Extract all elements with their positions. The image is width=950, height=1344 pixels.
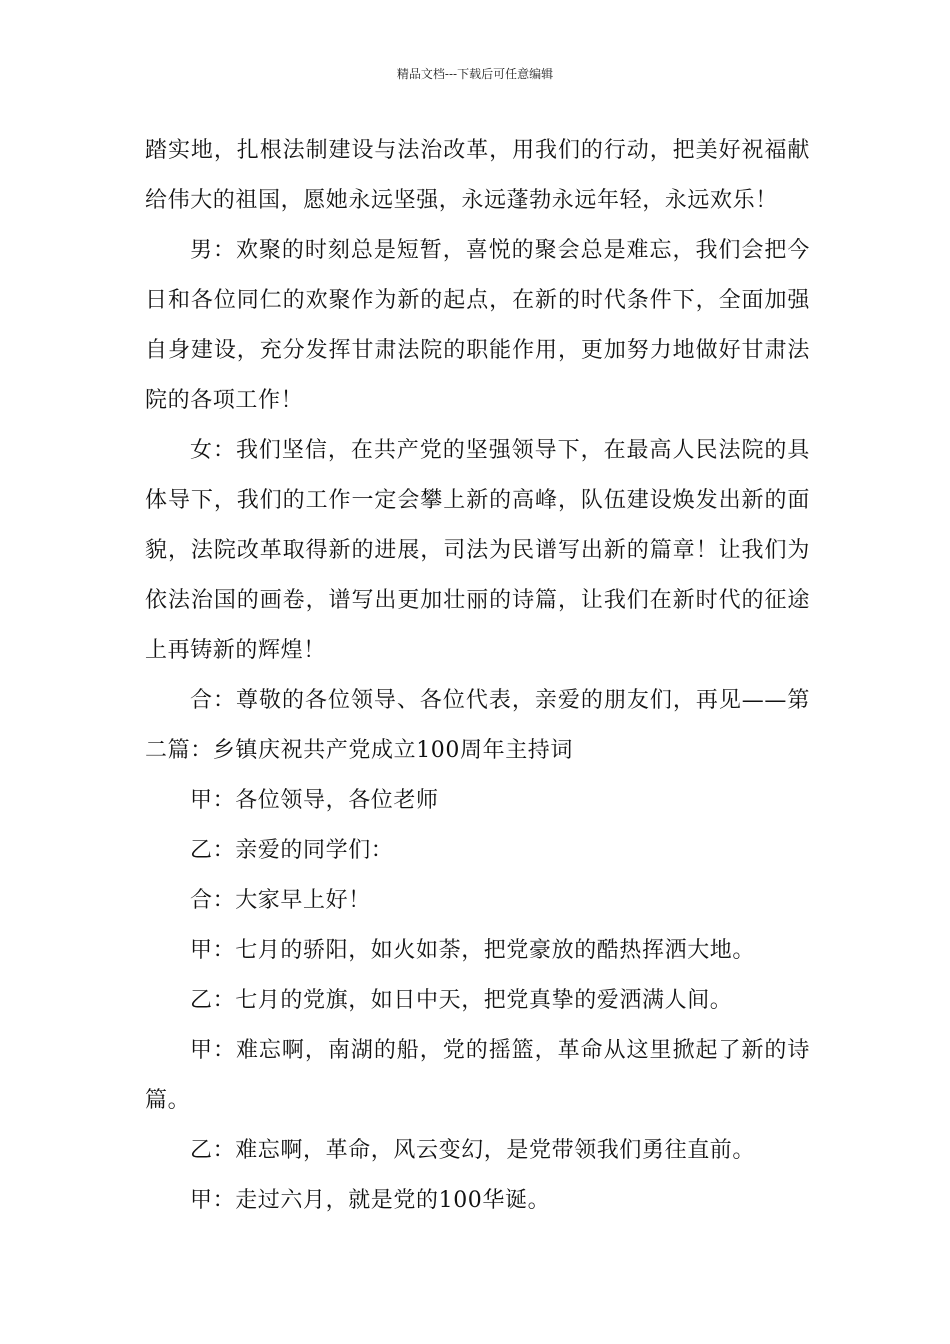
paragraph-3: 女：我们坚信，在共产党的坚强领导下，在最高人民法院的具体导下，我们的工作一定会攀上新的高峰，队伍建设焕发出新的面貌，法院改革取得新的进展，司法为民谱写出新的篇章！让我们为依法治国的画卷，谱写出更加壮丽的诗篇，让我们在新时代的征途上再铸新的辉煌！ [145, 438, 810, 663]
paragraph-8: 甲：七月的骄阳，如火如荼，把党豪放的酷热挥洒大地。 [190, 938, 756, 963]
paragraph-6: 乙：亲爱的同学们： [190, 838, 394, 863]
document-body [145, 126, 810, 1226]
paragraph-12: 甲：走过六月，就是党的100华诞。 [190, 1188, 551, 1213]
page-header: 精品文档---下载后可任意编辑 [396, 67, 554, 81]
paragraph-11: 乙：难忘啊，革命，风云变幻，是党带领我们勇往直前。 [190, 1138, 756, 1163]
paragraph-7: 合：大家早上好！ [190, 888, 371, 913]
paragraph-2: 男：欢聚的时刻总是短暂，喜悦的聚会总是难忘，我们会把今日和各位同仁的欢聚作为新的起点，在新的时代条件下，全面加强自身建设，充分发挥甘肃法院的职能作用，更加努力地做好甘肃法院的各项工作！ [145, 238, 810, 413]
paragraph-9: 乙：七月的党旗，如日中天，把党真挚的爱洒满人间。 [190, 988, 733, 1013]
paragraph-4: 合：尊敬的各位领导、各位代表，亲爱的朋友们，再见——第二篇：乡镇庆祝共产党成立100周年主持词 [145, 688, 810, 763]
paragraph-10: 甲：难忘啊，南湖的船，党的摇篮，革命从这里掀起了新的诗篇。 [145, 1038, 810, 1113]
paragraph-1: 踏实地，扎根法制建设与法治改革，用我们的行动，把美好祝福献给伟大的祖国，愿她永远坚强，永远蓬勃永远年轻，永远欢乐！ [145, 138, 810, 213]
paragraph-5: 甲：各位领导，各位老师 [190, 788, 439, 813]
